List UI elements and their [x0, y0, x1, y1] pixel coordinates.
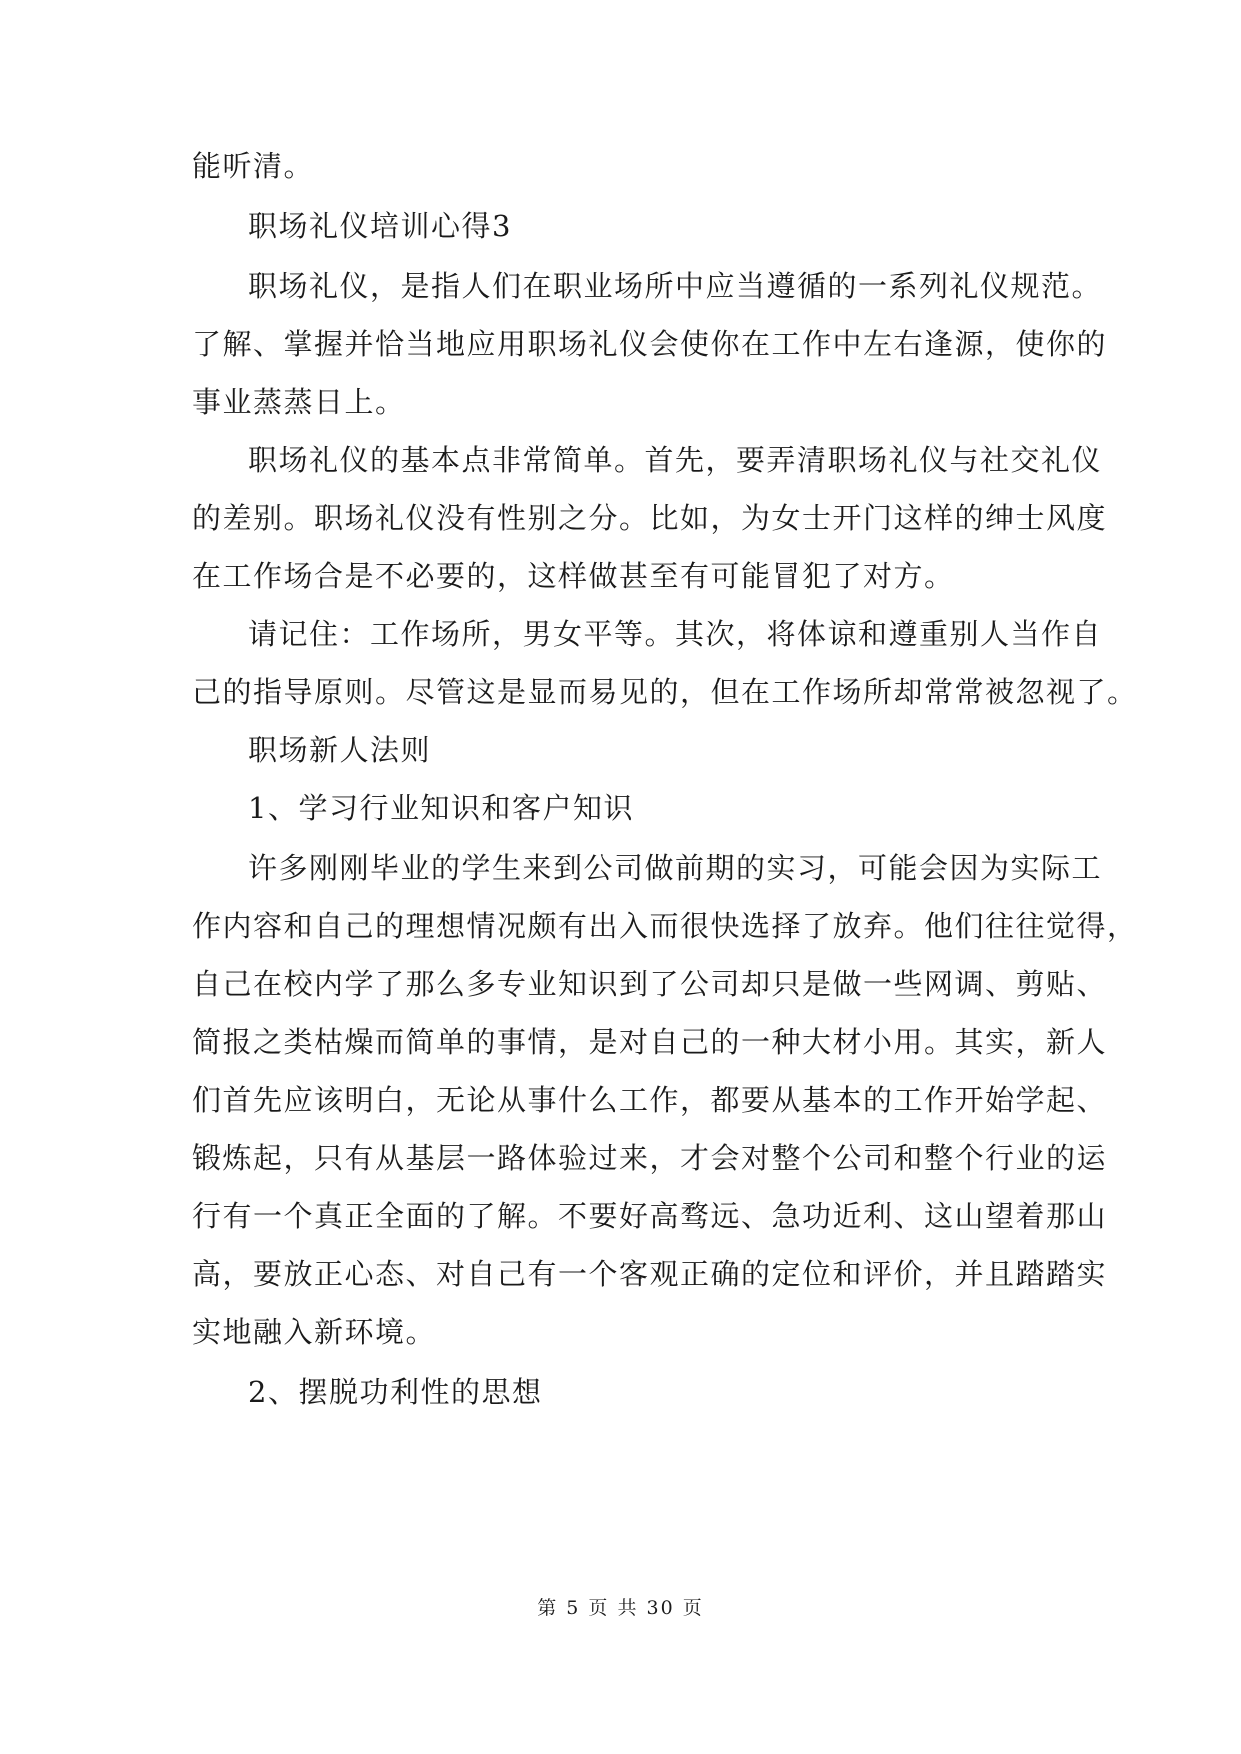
text-line: 在工作场合是不必要的，这样做甚至有可能冒犯了对方。: [192, 559, 955, 593]
text-line: 高，要放正心态、对自己有一个客观正确的定位和评价，并且踏踏实: [192, 1257, 1108, 1291]
text-line: 自己在校内学了那么多专业知识到了公司却只是做一些网调、剪贴、: [192, 967, 1108, 1001]
text-line: 己的指导原则。尽管这是显而易见的，但在工作场所却常常被忽视了。: [192, 675, 1138, 709]
text-line: 的差别。职场礼仪没有性别之分。比如，为女士开门这样的绅士风度: [192, 501, 1108, 535]
text-line: 了解、掌握并恰当地应用职场礼仪会使你在工作中左右逢源，使你的: [192, 327, 1108, 361]
text-line: 能听清。: [192, 149, 315, 183]
text-line: 锻炼起，只有从基层一路体验过来，才会对整个公司和整个行业的运: [192, 1141, 1108, 1175]
text-line: 行有一个真正全面的了解。不要好高骛远、急功近利、这山望着那山: [192, 1199, 1108, 1233]
text-line: 事业蒸蒸日上。: [192, 385, 406, 419]
section-heading: 职场新人法则: [248, 733, 432, 767]
text-line: 职场礼仪，是指人们在职业场所中应当遵循的一系列礼仪规范。: [248, 269, 1103, 303]
text-line: 作内容和自己的理想情况颇有出入而很快选择了放弃。他们往往觉得，: [192, 909, 1138, 943]
list-heading: 1、学习行业知识和客户知识: [248, 791, 634, 825]
list-heading: 2、摆脱功利性的思想: [248, 1375, 543, 1409]
section-heading: 职场礼仪培训心得3: [248, 209, 512, 243]
text-line: 实地融入新环境。: [192, 1315, 437, 1349]
text-line: 请记住：工作场所，男女平等。其次，将体谅和遵重别人当作自: [248, 617, 1103, 651]
text-line: 职场礼仪的基本点非常简单。首先，要弄清职场礼仪与社交礼仪: [248, 443, 1103, 477]
text-line: 们首先应该明白，无论从事什么工作，都要从基本的工作开始学起、: [192, 1083, 1108, 1117]
text-line: 简报之类枯燥而简单的事情，是对自己的一种大材小用。其实，新人: [192, 1025, 1108, 1059]
text-line: 许多刚刚毕业的学生来到公司做前期的实习，可能会因为实际工: [248, 851, 1103, 885]
page-number-footer: 第 5 页 共 30 页: [537, 1597, 704, 1619]
